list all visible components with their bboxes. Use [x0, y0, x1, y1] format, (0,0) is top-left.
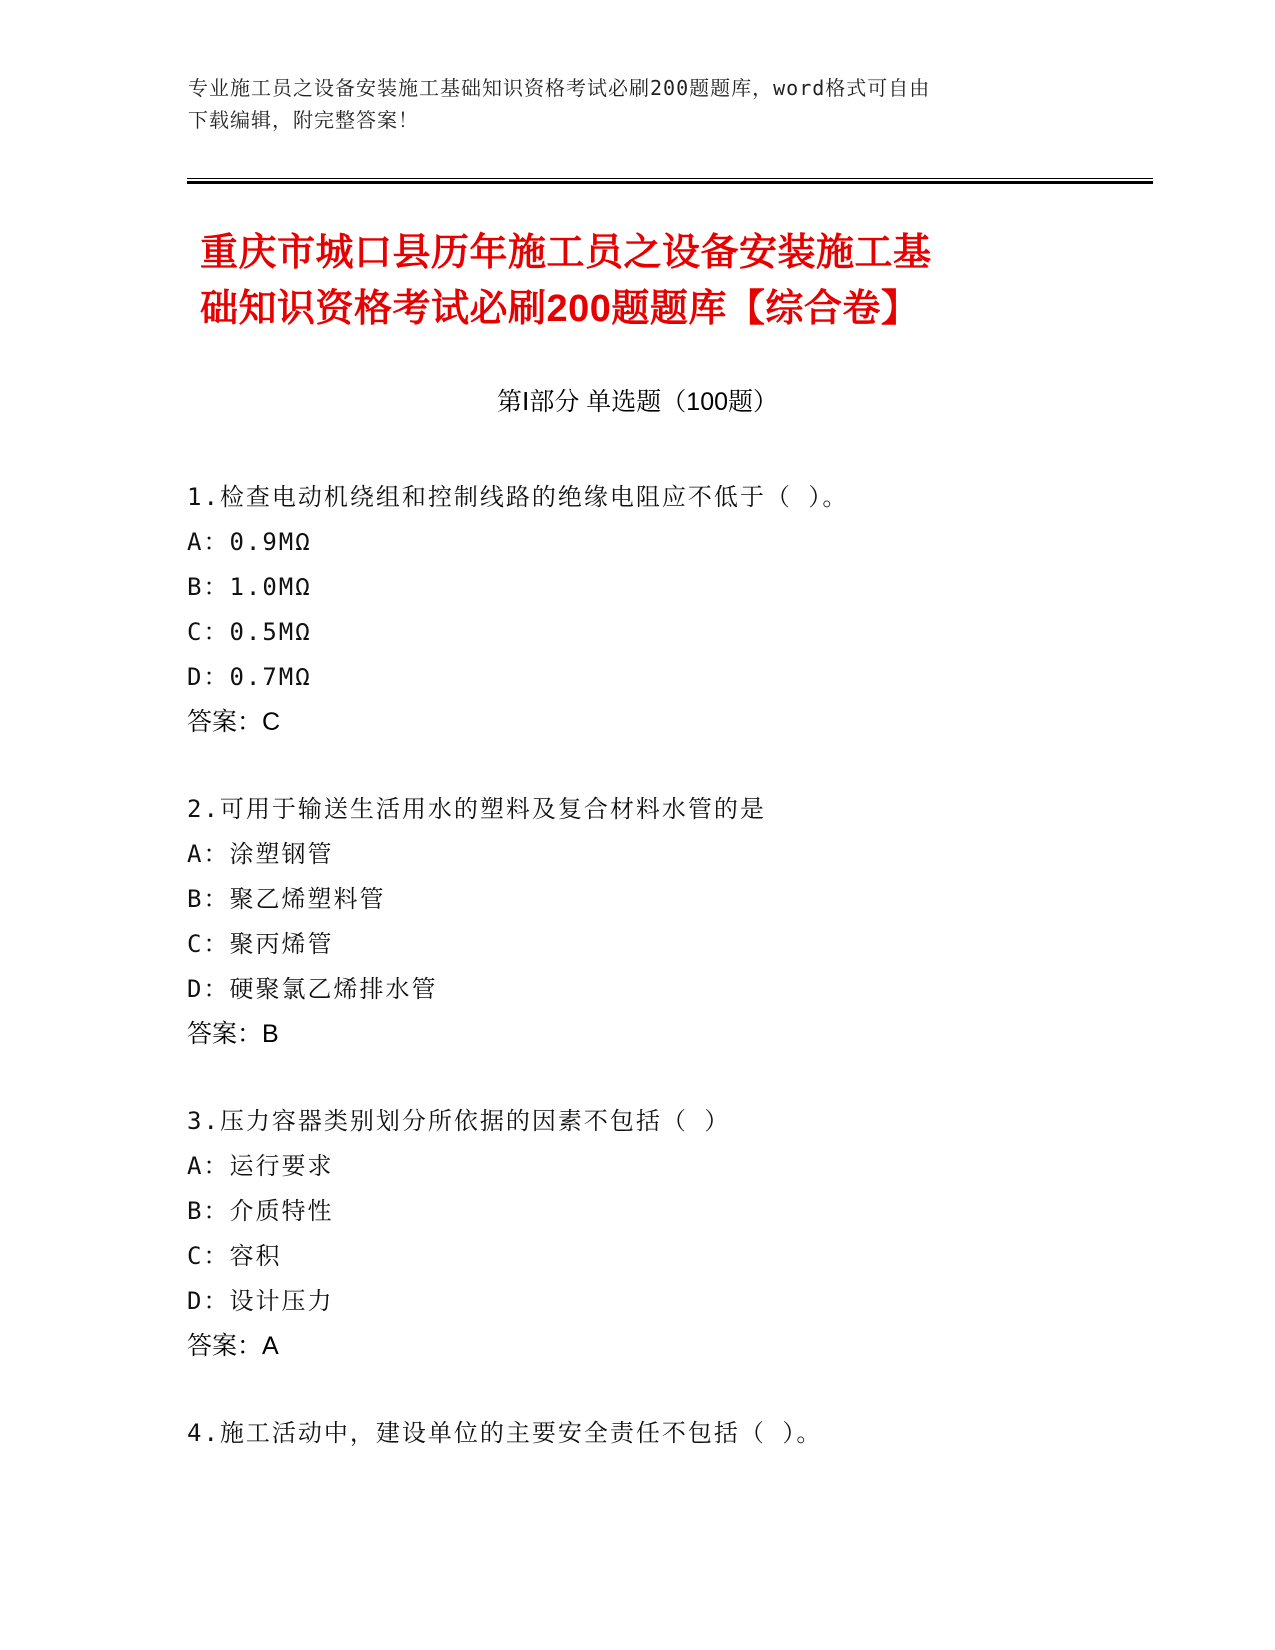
option-d: D：0.7MΩ [187, 663, 312, 691]
option-c: C：聚丙烯管 [187, 930, 334, 958]
header-divider-thin [187, 178, 1153, 179]
question-item [187, 475, 1127, 745]
option-b: B：聚乙烯塑料管 [187, 885, 386, 913]
option-c: C：0.5MΩ [187, 618, 312, 646]
question-item [187, 1411, 1127, 1456]
option-d: D：硬聚氯乙烯排水管 [187, 975, 438, 1003]
question-text: 4.施工活动中，建设单位的主要安全责任不包括（ ）。 [187, 1419, 823, 1447]
answer-line: 答案：B [187, 1020, 279, 1048]
header-note-line-2: 下载编辑，附完整答案！ [188, 108, 419, 132]
question-text: 1.检查电动机绕组和控制线路的绝缘电阻应不低于（ ）。 [187, 483, 849, 511]
question-text: 2.可用于输送生活用水的塑料及复合材料水管的是 [187, 795, 766, 823]
header-note-line-1: 专业施工员之设备安装施工基础知识资格考试必刷200题题库，word格式可自由 [188, 76, 931, 100]
question-list [187, 475, 1127, 1498]
option-a: A：0.9MΩ [187, 528, 312, 556]
option-a: A：运行要求 [187, 1152, 334, 1180]
answer-line: 答案：A [187, 1332, 279, 1360]
header-note [188, 72, 1068, 136]
document-title [200, 225, 1080, 337]
answer-line: 答案：C [187, 708, 281, 736]
option-b: B：1.0MΩ [187, 573, 312, 601]
option-c: C：容积 [187, 1242, 282, 1270]
question-item [187, 1099, 1127, 1369]
option-d: D：设计压力 [187, 1287, 334, 1315]
document-title-line-2: 础知识资格考试必刷200题题库【综合卷】 [200, 288, 920, 330]
section-title: 第Ⅰ部分 单选题（100题） [496, 388, 779, 416]
document-title-line-1: 重庆市城口县历年施工员之设备安装施工基 [200, 232, 932, 274]
option-b: B：介质特性 [187, 1197, 334, 1225]
question-item [187, 787, 1127, 1057]
header-divider-thick [187, 181, 1153, 184]
question-text: 3.压力容器类别划分所依据的因素不包括（ ） [187, 1107, 731, 1135]
option-a: A：涂塑钢管 [187, 840, 334, 868]
